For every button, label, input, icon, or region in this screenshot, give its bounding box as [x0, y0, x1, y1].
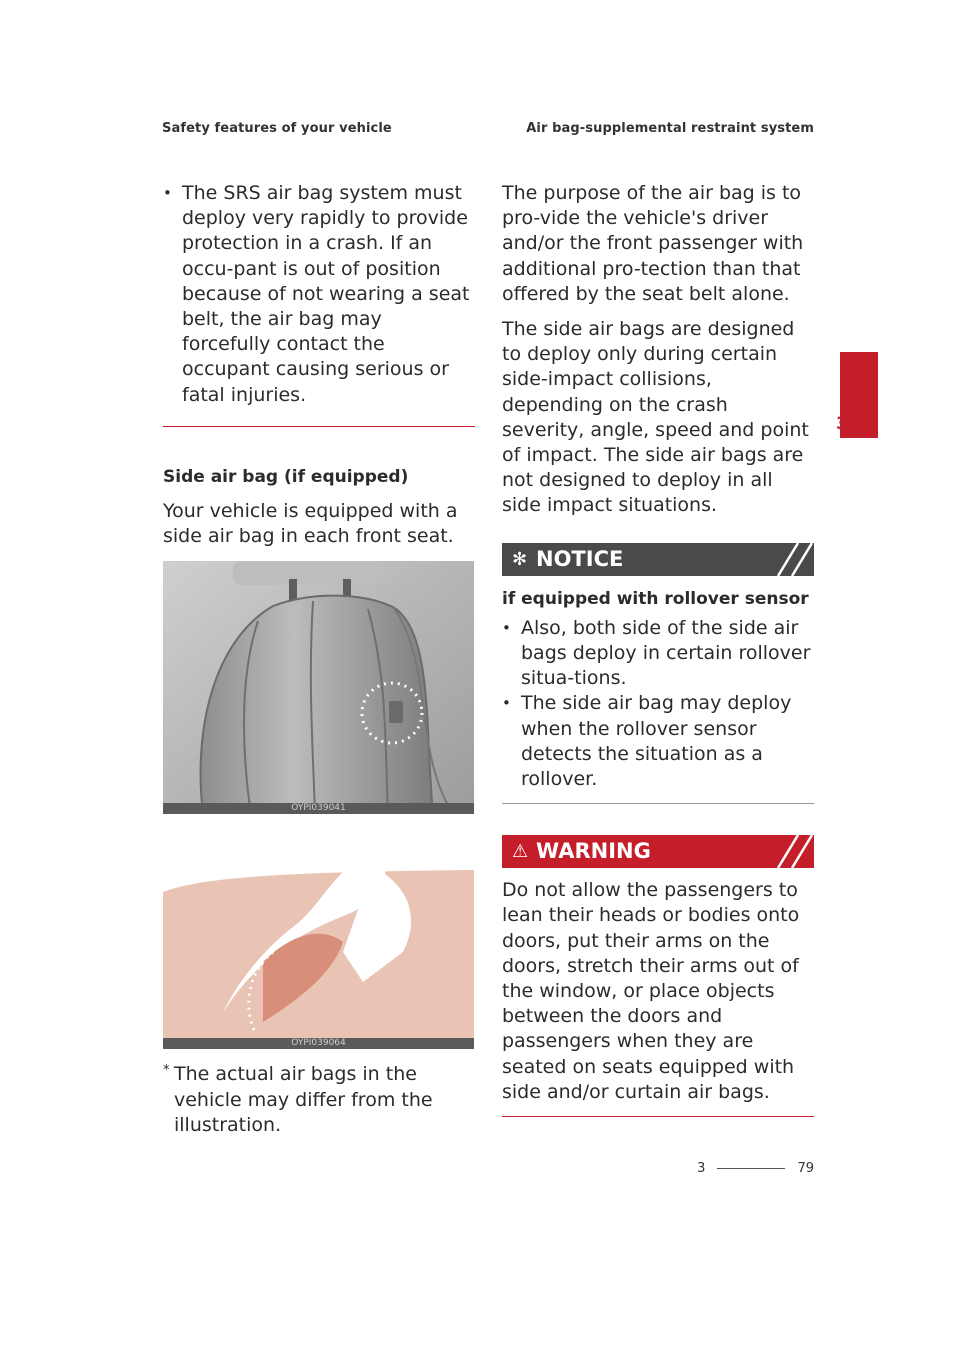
notice-subtitle: if equipped with rollover sensor — [502, 588, 809, 609]
section-intro: Your vehicle is equipped with a side air bag in each front seat. — [163, 500, 458, 548]
seat-figure — [163, 561, 474, 814]
header-chapter-title: Air bag-supplemental restraint system — [526, 121, 814, 136]
warning-triangle-icon: ⚠ — [512, 841, 529, 863]
notice-banner — [502, 543, 814, 576]
chapter-tab-number: 3 — [836, 414, 848, 434]
figure-footnote — [163, 1062, 475, 1138]
warning-divider — [502, 1116, 814, 1117]
notice-bullet-2: • The side air bag may deploy when the rollover sensor detects the situation as a rollover. — [502, 691, 814, 792]
banner-stripes-icon — [772, 835, 814, 868]
footer-chapter: 3 — [697, 1161, 706, 1176]
footnote-text: The actual air bags in the vehicle may differ from the illustration. — [174, 1063, 433, 1136]
page-number: 79 — [797, 1161, 814, 1176]
figure2-code: OYPI039064 — [163, 1038, 474, 1049]
airbag-figure — [163, 822, 474, 1049]
notice-title: NOTICE — [536, 546, 624, 571]
notice-bullet-1: • Also, both side of the side air bags deploy in certain rollover situa-tions. — [502, 616, 814, 692]
footer-divider — [717, 1168, 785, 1169]
page-footer — [697, 1161, 814, 1176]
figure1-code: OYPI039041 — [163, 803, 474, 814]
right-column — [502, 181, 814, 1117]
left-column — [163, 181, 475, 1138]
warning-text: Do not allow the passengers to lean their heads or bodies onto doors, put their arms on the doors, stretch their arms out of the window, or place objects between the doors and passengers when they are seated on seats equipped with side and/or curtain air bags. — [502, 879, 800, 1103]
footnote-star: * — [163, 1063, 170, 1079]
section-title: Side air bag (if equipped) — [163, 466, 409, 487]
warning-banner — [502, 835, 814, 868]
airbag-illustration — [163, 822, 474, 1049]
warning-title: WARNING — [536, 839, 651, 864]
srs-bullet: • The SRS air bag system must deploy very rapidly to provide protection in a crash. If an occu-pant is out of position because of not wearing a seat belt, the air bag may forcefully contact the occupant causing serious or fatal injuries. — [163, 181, 475, 408]
notice-divider — [502, 803, 814, 804]
section-divider — [163, 426, 475, 427]
seat-illustration — [163, 561, 474, 814]
side-bags-paragraph: The side air bags are designed to deploy only during certain side-impact collisions, depending on the crash severity, angle, speed and point of impact. The side air bags are not designed to deploy in all side impact situations. — [502, 318, 809, 517]
asterisk-icon: ✻ — [512, 548, 528, 570]
purpose-paragraph: The purpose of the air bag is to pro-vide the vehicle's driver and/or the front passenger with additional pro-tection than that offered by the seat belt alone. — [502, 182, 804, 305]
header-section-title: Safety features of your vehicle — [162, 121, 392, 136]
banner-stripes-icon — [772, 543, 814, 576]
